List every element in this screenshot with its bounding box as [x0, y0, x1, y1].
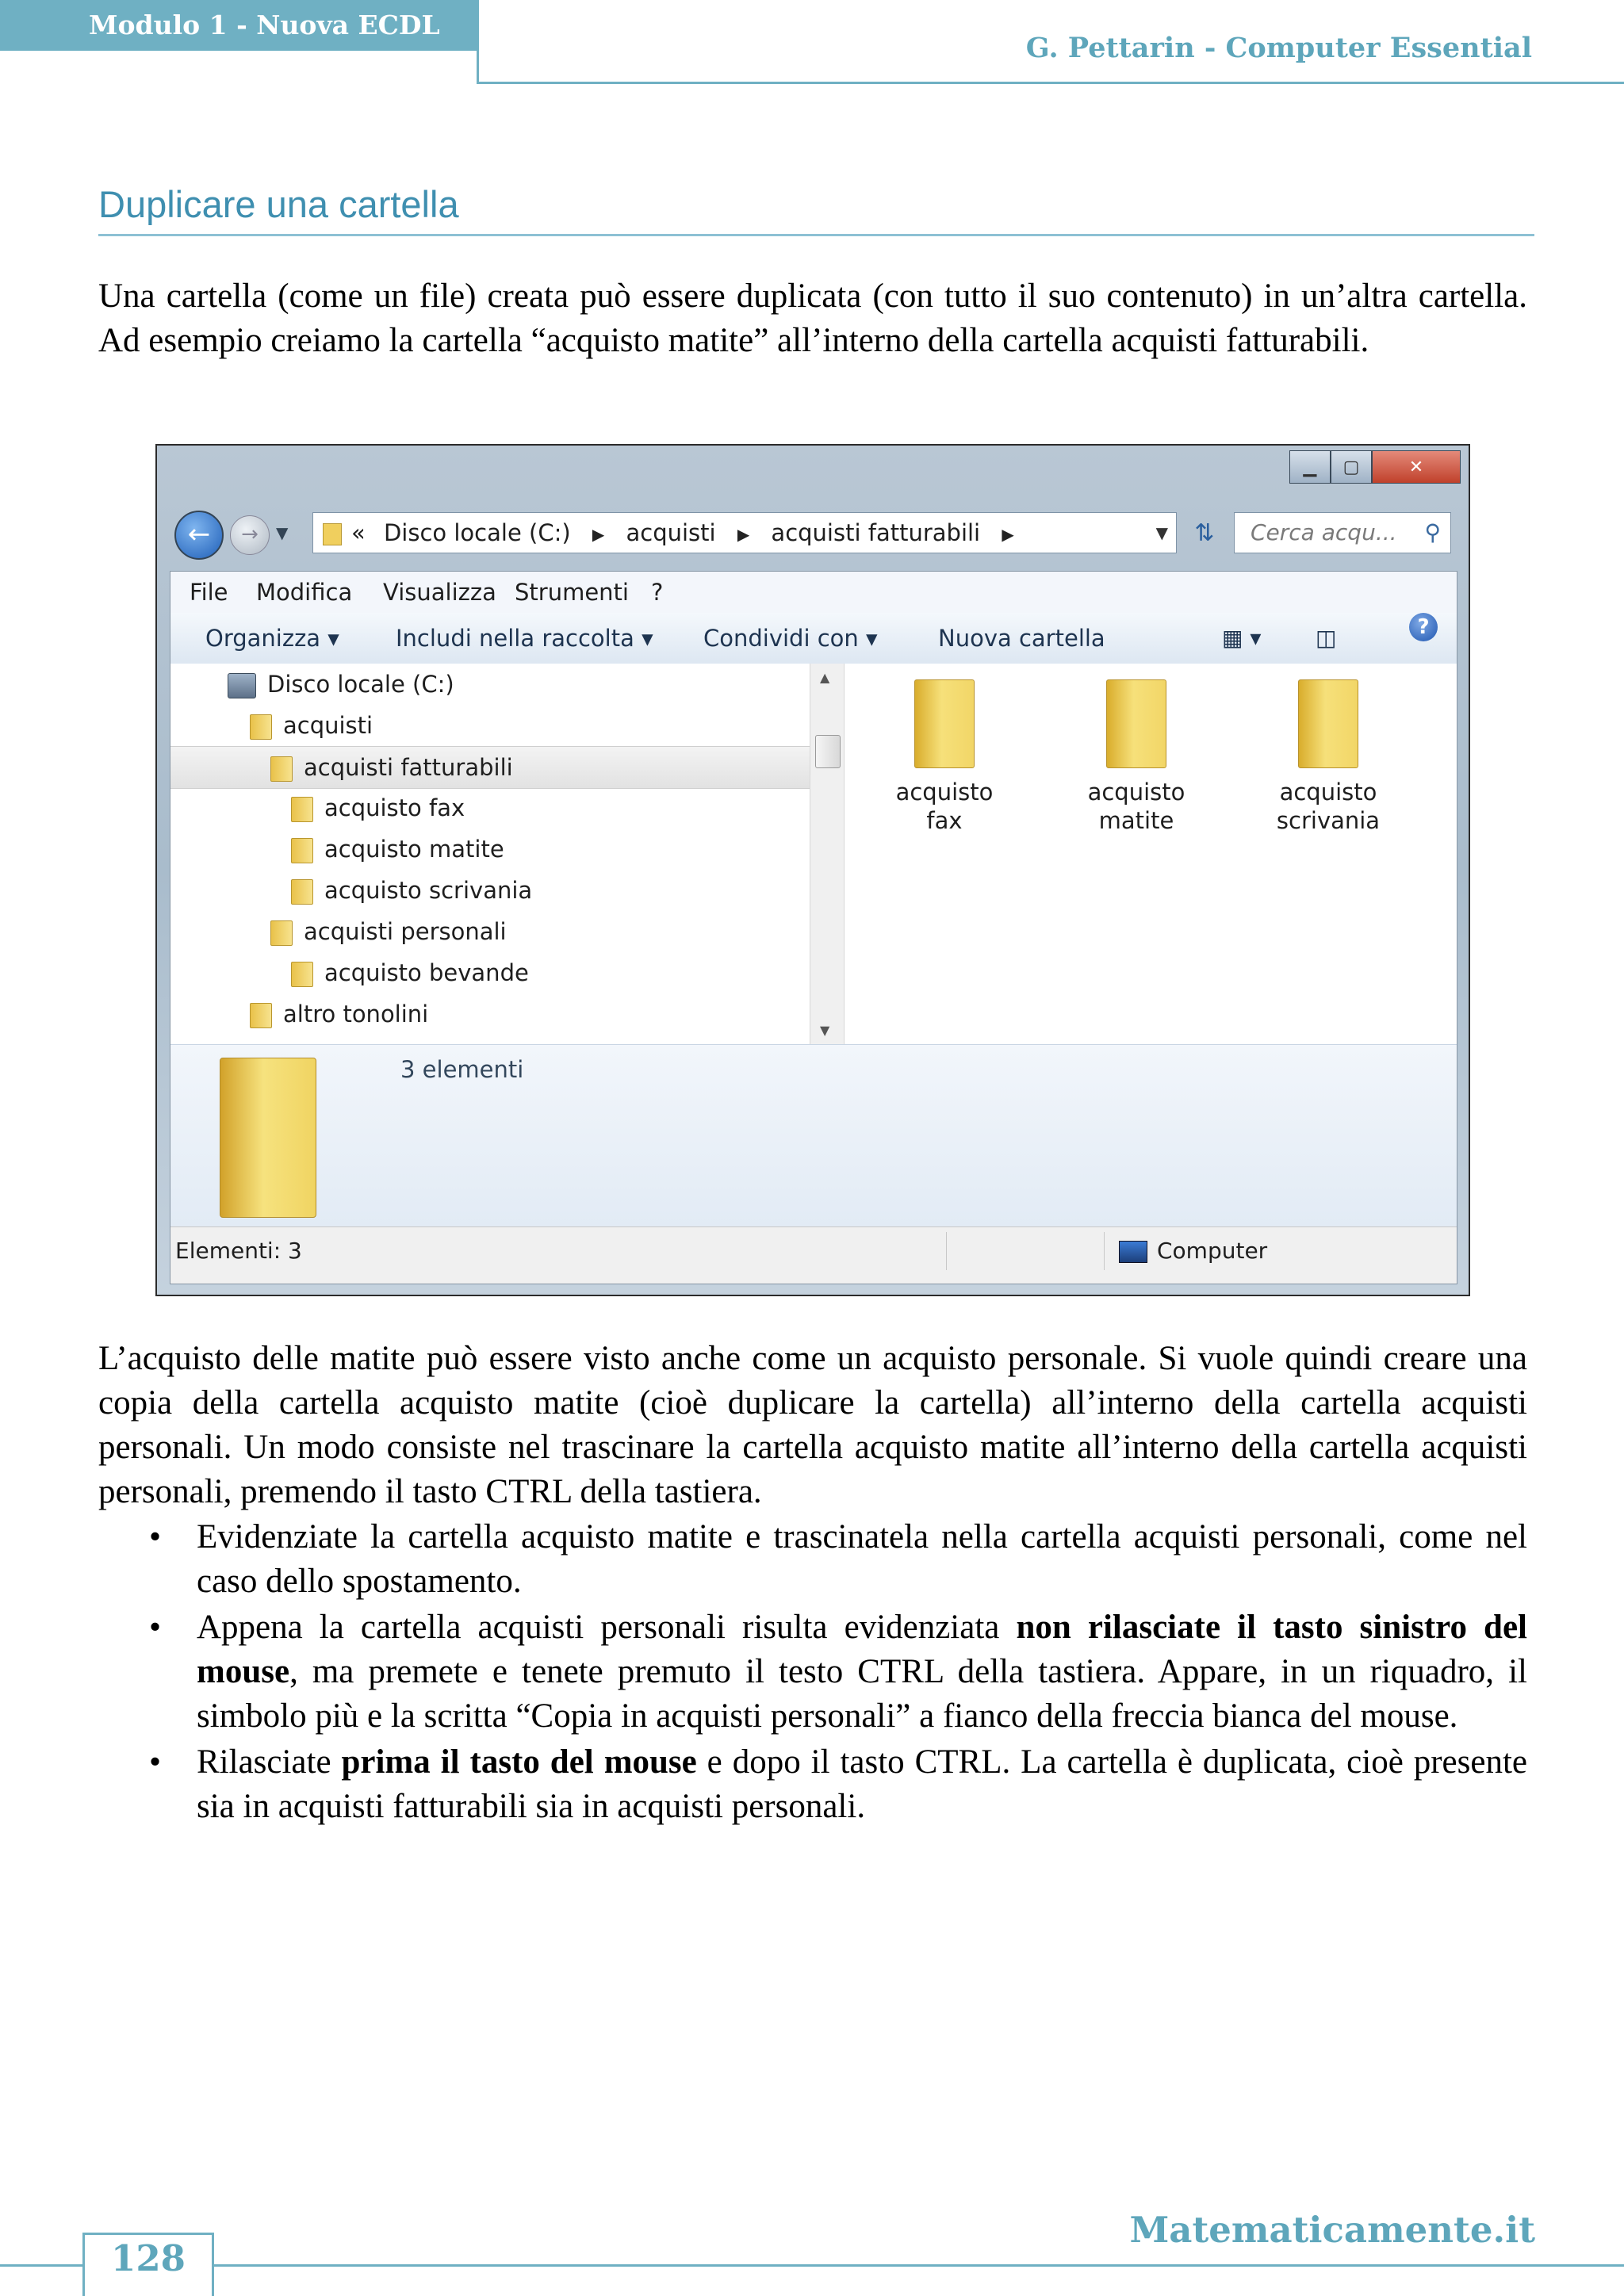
explorer-window-screenshot — [155, 444, 1470, 1296]
footer-rule-right — [214, 2264, 1624, 2267]
include-in-library-button[interactable]: Includi nella raccolta ▾ — [396, 625, 653, 652]
breadcrumb-acquisti-fatturabili[interactable]: acquisti fatturabili — [771, 519, 981, 546]
computer-icon — [1119, 1241, 1147, 1263]
bullet-2-text: Appena la cartella acquisti personali risulta evidenziata — [197, 1609, 1017, 1646]
folder-icon — [914, 679, 975, 768]
header-divider-horizontal — [477, 82, 1624, 84]
tree-item-disco-locale[interactable] — [170, 664, 862, 705]
breadcrumb-separator-icon[interactable]: ▶ — [592, 525, 605, 544]
address-folder-icon — [323, 523, 342, 545]
organize-button[interactable]: Organizza ▾ — [205, 625, 339, 652]
breadcrumb-separator-icon[interactable]: ▶ — [1002, 525, 1014, 544]
tree-scrollbar[interactable] — [810, 664, 845, 1044]
address-bar[interactable] — [312, 512, 1177, 553]
menu-visualizza[interactable]: Visualizza — [383, 579, 496, 606]
paragraph-2: L’acquisto delle matite può essere visto anche come un acquisto personale. Si vuole quindi creare una copia della cartella acquisto matite (cioè duplicare la cartella) all’interno della cartella acquisti personali. Un modo consiste nel trascinare la cartella acquisto matite all’interno della cartella acquisti personali, premendo il tasto CTRL della tastiera. — [98, 1340, 1527, 1510]
close-button[interactable]: ✕ — [1372, 450, 1461, 484]
window-controls — [1289, 450, 1461, 484]
folder-item-label: scrivania — [1276, 807, 1381, 834]
share-with-button[interactable]: Condividi con ▾ — [703, 625, 878, 652]
tree-item-label: altro tonolini — [283, 1001, 429, 1027]
instructions-list — [98, 1515, 1527, 1831]
explorer-body — [170, 571, 1457, 1284]
details-pane — [170, 1044, 1457, 1227]
breadcrumb-acquisti[interactable]: acquisti — [626, 519, 716, 546]
tree-item-altro-tonolini[interactable] — [170, 993, 884, 1035]
preview-pane-icon[interactable]: ◫ — [1316, 625, 1337, 651]
folder-icon — [291, 797, 313, 822]
menu-help[interactable]: ? — [651, 579, 664, 606]
bullet-3-text: Rilasciate — [197, 1743, 342, 1781]
maximize-button[interactable]: ▢ — [1331, 450, 1372, 484]
scroll-down-icon[interactable]: ▼ — [820, 1023, 830, 1038]
folder-icon — [291, 879, 313, 905]
status-location — [1119, 1227, 1267, 1275]
status-bar — [170, 1226, 1457, 1284]
breadcrumb-separator-icon[interactable]: ▶ — [737, 525, 750, 544]
bullet-1-text: Evidenziate la cartella acquisto matite e trascinatela nella cartella acquisti personali, come nel caso dello spostamento. — [197, 1518, 1527, 1600]
refresh-icon[interactable]: ⇅ — [1194, 519, 1215, 547]
folder-icon — [291, 838, 313, 863]
menu-file[interactable]: File — [190, 579, 228, 606]
folder-item-acquisto-matite[interactable] — [1065, 679, 1208, 835]
list-item — [98, 1740, 1527, 1829]
footer-rule-left — [0, 2264, 82, 2267]
header-book-title: G. Pettarin - Computer Essential — [1025, 32, 1532, 64]
list-item — [98, 1515, 1527, 1604]
bullet-3-bold: prima il tasto del mouse — [341, 1743, 697, 1781]
bullet-icon: • — [149, 1609, 162, 1646]
back-arrow-icon[interactable]: ← — [174, 511, 224, 560]
navigation-row — [171, 509, 1456, 557]
command-bar — [170, 613, 1457, 664]
header-module-tab: Modulo 1 - Nuova ECDL — [0, 0, 478, 51]
tree-item-label: Disco locale (C:) — [267, 671, 454, 698]
folder-item-label: acquisto — [895, 779, 994, 806]
tree-item-acquisti-fatturabili[interactable] — [170, 746, 905, 789]
tree-item-label: acquisto scrivania — [324, 877, 533, 904]
bullet-2-text-end: , ma premete e tenete premuto il testo CTRL della tastiera. Appare, in un riquadro, il simbolo più e la scritta “Copia in acquisti personali” a fianco della freccia bianca del mouse. — [197, 1653, 1527, 1735]
tree-item-acquisti-personali[interactable] — [170, 911, 905, 952]
folder-icon — [250, 1003, 272, 1028]
status-location-label: Computer — [1157, 1238, 1268, 1264]
folder-item-label: matite — [1098, 807, 1174, 834]
search-icon[interactable]: ⚲ — [1424, 519, 1441, 545]
folder-icon — [1106, 679, 1166, 768]
minimize-button[interactable]: ▁ — [1289, 450, 1331, 484]
navigation-tree — [170, 664, 810, 1044]
bullet-icon: • — [149, 1743, 162, 1781]
tree-item-label: acquisti fatturabili — [304, 754, 513, 781]
tree-item-label: acquisto fax — [324, 794, 465, 821]
footer-brand: Matematicamente.it — [1129, 2209, 1535, 2251]
tree-item-label: acquisto bevande — [324, 959, 529, 986]
folder-icon — [270, 756, 293, 782]
history-dropdown-icon[interactable]: ▼ — [276, 523, 289, 542]
status-item-count: Elementi: 3 — [175, 1238, 302, 1264]
details-item-count: 3 elementi — [400, 1056, 524, 1083]
address-dropdown-icon[interactable]: ▼ — [1155, 523, 1168, 542]
intro-paragraph: Una cartella (come un file) creata può essere duplicata (con tutto il suo contenuto) in un’altra cartella. Ad esempio creiamo la cartella “acquisto matite” all’interno della cartella acquisti fatturabili. — [98, 277, 1527, 359]
search-placeholder: Cerca acqu... — [1251, 519, 1397, 545]
page-number: 128 — [111, 2237, 186, 2279]
status-divider — [1104, 1232, 1105, 1270]
status-divider — [946, 1232, 947, 1270]
folder-icon — [1298, 679, 1358, 768]
section-title: Duplicare una cartella — [98, 183, 459, 225]
folder-item-acquisto-fax[interactable] — [873, 679, 1016, 835]
scroll-thumb[interactable] — [815, 735, 841, 768]
forward-arrow-icon[interactable]: → — [230, 515, 270, 555]
scroll-up-icon[interactable]: ▲ — [820, 670, 830, 685]
new-folder-button[interactable]: Nuova cartella — [938, 625, 1105, 652]
bullet-3-text-end: e dopo il tasto CTRL. La cartella è duplicata, cioè presente sia in acquisti fatturabili sia in acquisti personali. — [197, 1743, 1527, 1825]
folder-icon — [270, 920, 293, 946]
search-input[interactable] — [1234, 512, 1451, 553]
bullet-2-bold: non rilasciate il tasto sinistro del mouse — [197, 1609, 1527, 1690]
bullet-icon: • — [149, 1518, 162, 1556]
tree-item-label: acquisto matite — [324, 836, 504, 863]
list-item — [98, 1605, 1527, 1739]
drive-icon — [228, 673, 256, 698]
address-prefix: « — [351, 519, 366, 546]
folder-item-acquisto-scrivania[interactable] — [1257, 679, 1400, 835]
tree-item-label: acquisti — [283, 712, 373, 739]
folder-icon — [291, 962, 313, 987]
folder-contents — [845, 664, 1457, 1044]
tree-item-acquisti[interactable] — [170, 705, 884, 746]
folder-item-label: fax — [926, 807, 963, 834]
section-rule — [98, 234, 1534, 236]
folder-item-label: acquisto — [1279, 779, 1377, 806]
tree-item-label: acquisti personali — [304, 918, 507, 945]
folder-item-label: acquisto — [1087, 779, 1185, 806]
menu-strumenti[interactable]: Strumenti — [515, 579, 629, 606]
menu-bar — [170, 572, 1457, 614]
view-options-icon[interactable]: ▦ ▾ — [1222, 625, 1262, 651]
help-icon[interactable]: ? — [1409, 613, 1438, 641]
header-divider-vertical — [477, 0, 479, 84]
menu-modifica[interactable]: Modifica — [256, 579, 353, 606]
folder-icon — [220, 1058, 316, 1218]
folder-icon — [250, 714, 272, 740]
breadcrumb-disk[interactable]: Disco locale (C:) — [383, 519, 571, 546]
